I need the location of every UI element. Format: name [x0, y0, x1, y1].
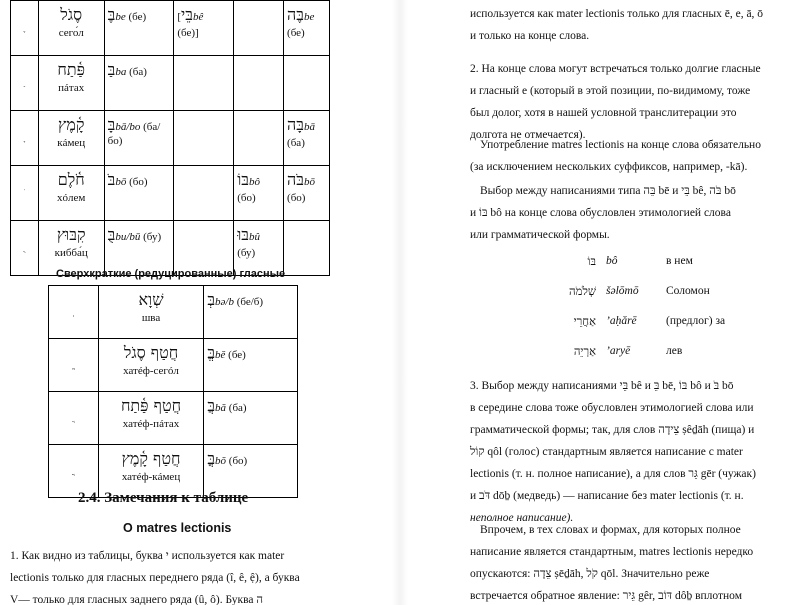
para-line: и гласный e (который в этой позиции, по-видимому, тоже [470, 85, 751, 97]
spelling-he [284, 166, 330, 221]
vowel-table [10, 0, 330, 276]
reading: (бе/б) [236, 296, 264, 308]
spelling [204, 339, 298, 392]
vowel-name-hebrew: פַּ֫תַח [57, 60, 85, 79]
vowel-row [11, 56, 330, 111]
para-line: 2. На конце слова могут встречаться только долгие гласные [470, 63, 761, 75]
transliteration: bă [215, 402, 227, 414]
example-row [526, 336, 776, 366]
example-row [526, 246, 776, 276]
para-line: грамматической формы; так, для слов צֵידָה ṣêḏāh (пища) и [470, 424, 755, 436]
vowel-name-hebrew: חֲטַף פַּ֫תַח [120, 396, 182, 415]
transliteration: bā [303, 121, 315, 133]
reading: (бе) [228, 349, 246, 361]
spelling-waw [234, 56, 284, 111]
transliteration: bə/b [215, 296, 234, 308]
spelling-he [284, 1, 330, 56]
super-short-table [48, 285, 298, 498]
reading: (бе)] [177, 27, 199, 39]
para-line: и только на конце слова. [470, 30, 590, 42]
vowel-sign [11, 56, 39, 111]
para-line: написание является стандартным, matres lectionis нередко [470, 546, 754, 558]
vowel-name-cell [98, 286, 204, 339]
reading [287, 225, 326, 227]
spelling-defective [104, 166, 174, 221]
spelling-yod [174, 111, 234, 166]
spelling-he [284, 111, 330, 166]
note-line: 1. Как видно из таблицы, буква י используется как mater [10, 550, 285, 562]
spelling-waw [234, 1, 284, 56]
vowel-name-cell [38, 111, 104, 166]
example-transliteration: šəlōmō [606, 285, 639, 297]
super-short-heading: Сверхкраткие (редуцированные) гласные [56, 268, 286, 280]
note-3b [470, 519, 800, 605]
para-line: 3. Выбор между написаниями בֵּי bê и בֵּ bē, בּוֹ bô и בֹּ bō [470, 380, 734, 392]
vowel-name-cell [98, 339, 204, 392]
para-line: и דֹּב dōḇ (медведь) — написание без mater lectionis (т. н. [470, 490, 744, 502]
spelling-defective [104, 111, 174, 166]
vowel-name-hebrew: שְׁוָא [138, 290, 164, 309]
note-2b [470, 134, 800, 178]
vowel-name-russian: сего́л [58, 27, 84, 39]
vowel-name-russian: хóлем [57, 192, 86, 204]
reading: (ба) [287, 137, 305, 149]
vowel-name-cell [98, 392, 204, 445]
spelling-hebrew: בֶּ [107, 5, 116, 24]
vowel-name-cell [38, 1, 104, 56]
spelling [204, 286, 298, 339]
right-page [408, 0, 800, 605]
reading [177, 60, 230, 62]
reading: (ба) [129, 66, 147, 78]
spelling-yod [174, 166, 234, 221]
para-line: или грамматической формы. [470, 229, 610, 241]
section-subtitle: О matres lectionis [123, 521, 232, 535]
note-line: V— только для гласных заднего ряда (û, ô). Буква ה [10, 594, 263, 605]
para-line: встречается обратное явление: גֵּיר gêr, דּוֹב dôḇ вплотном [470, 590, 742, 602]
transliteration: bu/bū [115, 231, 141, 243]
spelling-hebrew: בֶּה [287, 5, 304, 24]
transliteration: bû [249, 231, 260, 243]
vowel-name-hebrew: חֲטַף סֶגֹל [123, 343, 179, 362]
reading: (бо) [237, 192, 256, 204]
reading [177, 115, 230, 117]
spelling-yod [174, 56, 234, 111]
vowel-name-russian: хатéф-пáтах [122, 418, 180, 430]
example-transliteration: bô [606, 255, 618, 267]
example-row [526, 276, 776, 306]
reading [287, 60, 326, 62]
transliteration: be [115, 11, 126, 23]
transliteration: bō [303, 176, 315, 188]
reduced-vowel-row [49, 392, 298, 445]
note-2 [470, 58, 800, 146]
vowel-name-hebrew: חֲטַף קָ֫מֶץ [121, 449, 181, 468]
vowel-name-hebrew: קִבּוּץ [56, 225, 86, 244]
para-line: lectionis (т. н. полное написание), а для слов גֵּר gēr (чужак) [470, 468, 756, 480]
example-translation: Соломон [666, 285, 710, 297]
transliteration: bā/bo [115, 121, 141, 133]
note-3 [470, 375, 800, 529]
vowel-name-russian: шва [141, 312, 161, 324]
spelling-yod [174, 1, 234, 56]
para-line: קוֹל qôl (голос) стандартным является написание с mater [470, 446, 743, 458]
para-line: (за исключением нескольких суффиксов, например, -kā). [470, 161, 748, 173]
spelling-waw [234, 111, 284, 166]
reading: (бо) [129, 176, 148, 188]
reading: (бу) [143, 231, 162, 243]
spelling-hebrew: בֲּ [207, 396, 216, 415]
vowel-sign [49, 286, 99, 339]
spelling-hebrew: בֵּי [181, 5, 193, 24]
transliteration: bê [192, 11, 204, 23]
para-line: Впрочем, в тех словах и формах, для которых полное [480, 524, 741, 536]
spelling-he [284, 56, 330, 111]
example-hebrew: אַרְיֵה [573, 344, 596, 358]
spelling-hebrew: בֳּ [207, 449, 216, 468]
transliteration: bô [249, 176, 260, 188]
examples-table [526, 246, 776, 366]
transliteration: ba [115, 66, 127, 78]
para-line: опускаются: צֵדָה ṣēḏāh, קֹל qōl. Значительно реже [470, 568, 710, 580]
vowel-name-cell [38, 166, 104, 221]
reading: (бе) [128, 11, 147, 23]
example-hebrew: בּוֹ [587, 254, 596, 268]
spelling-hebrew: בַּ [107, 60, 116, 79]
vowel-row [11, 111, 330, 166]
note-line: lectionis только для гласных переднего ряда (î, ê, ệ), а буква [10, 572, 300, 584]
reading: (бе) [287, 27, 305, 39]
spelling-hebrew: בֹּה [287, 170, 304, 189]
spelling-waw [234, 166, 284, 221]
example-hebrew: שְׁלֹמֹה [569, 284, 596, 298]
vowel-sign [49, 392, 99, 445]
vowel-name-russian: хатéф-сегóл [123, 365, 179, 377]
para-line: и בּוֹ bô на конце слова обусловлен этимологией слова [470, 207, 731, 219]
para-continuation [470, 3, 800, 47]
vowel-name-cell [38, 56, 104, 111]
para-line: неполное написание). [470, 512, 574, 524]
example-hebrew: אַחֲרֵי [573, 314, 596, 328]
reading: (ба/бо) [107, 121, 161, 147]
vowel-name-russian: хатéф-кáмец [121, 471, 181, 483]
spelling-hebrew: בּוֹ [237, 170, 249, 189]
note-2c [470, 180, 800, 246]
spelling-hebrew: בֹּ [107, 170, 116, 189]
vowel-name-hebrew: קָ֫מֶץ [58, 115, 85, 134]
reading: (бо) [287, 192, 306, 204]
section-title: 2.4. Замечания к таблице [78, 490, 249, 506]
spelling-hebrew: בֻּ [107, 225, 116, 244]
spelling-hebrew: בֱּ [207, 343, 216, 362]
note-1 [10, 545, 334, 605]
vowel-name-hebrew: חֹ֫לֶם [57, 170, 85, 189]
reading: (ба) [228, 402, 247, 414]
spelling-hebrew: בְּ [207, 290, 216, 309]
reading: (бо) [228, 455, 248, 467]
spelling-hebrew: בָּ [107, 115, 116, 134]
para-line: используется как mater lectionis только для гласных ē, e, ā, ō [470, 8, 764, 20]
vowel-sign [49, 339, 99, 392]
vowel-sign [11, 221, 39, 276]
spelling [204, 392, 298, 445]
page-gutter [392, 0, 408, 605]
spelling-hebrew: בָּה [287, 115, 304, 134]
vowel-name-russian: пáтах [58, 82, 85, 94]
vowel-row [11, 166, 330, 221]
example-translation: (предлог) за [666, 315, 726, 327]
vowel-name-hebrew: סֶגֹל [60, 5, 83, 24]
example-translation: в нем [666, 255, 693, 267]
para-line: в середине слова тоже обусловлен этимологией слова или [470, 402, 754, 414]
example-row [526, 306, 776, 336]
reading: (бу) [237, 247, 256, 259]
spelling-defective [104, 56, 174, 111]
spelling-defective [104, 1, 174, 56]
example-transliteration: ’aryē [606, 345, 631, 357]
para-line: Употребление matres lectionis на конце слова обязательно [480, 139, 761, 151]
transliteration: be [303, 11, 315, 23]
para-line: Выбор между написаниями типа בֵּה bē и בֵּי bê, בֹּה bō [480, 185, 736, 197]
example-translation: лев [666, 345, 683, 357]
bracket: [ [177, 11, 182, 23]
reduced-vowel-row [49, 339, 298, 392]
para-line: долгота не отмечается). [470, 129, 586, 141]
example-transliteration: ’aḥărē [606, 315, 637, 327]
vowel-row [11, 1, 330, 56]
transliteration: bŏ [215, 455, 227, 467]
vowel-sign [11, 166, 39, 221]
transliteration: bō [115, 176, 127, 188]
para-line: был долог, хотя в нашей условной транслитерации это [470, 107, 737, 119]
spelling-hebrew: בּוּ [237, 225, 249, 244]
left-page [0, 0, 392, 605]
transliteration: bĕ [215, 349, 226, 361]
spelling-he [284, 221, 330, 276]
vowel-name-russian: кибба́ц [54, 247, 88, 259]
vowel-name-russian: кáмец [57, 137, 86, 149]
reduced-vowel-row [49, 286, 298, 339]
vowel-sign [11, 1, 39, 56]
vowel-sign [11, 111, 39, 166]
